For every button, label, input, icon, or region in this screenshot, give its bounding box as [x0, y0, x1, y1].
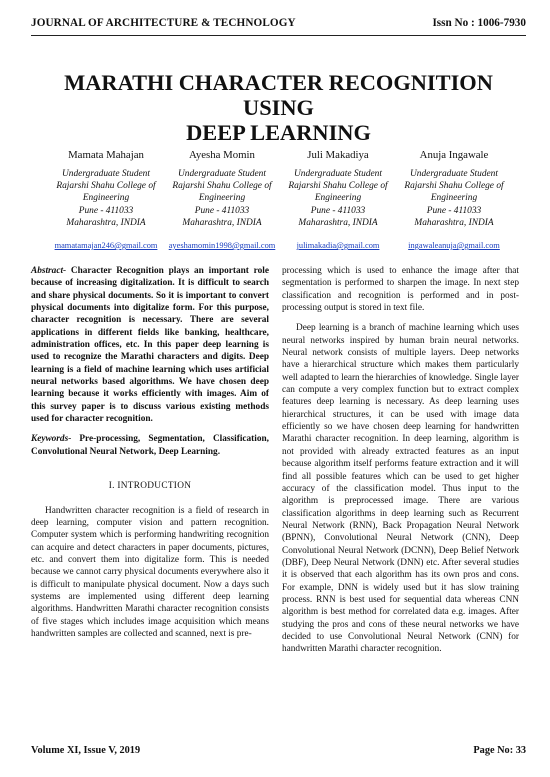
- header-rule: [31, 35, 526, 36]
- author-name: Anuja Ingawale: [419, 149, 489, 161]
- author-name: Juli Makadiya: [307, 149, 369, 161]
- author-college: Rajarshi Shahu College of: [288, 181, 388, 192]
- author-name: Ayesha Momin: [189, 149, 255, 161]
- abstract-paragraph: [31, 265, 269, 425]
- keywords-label: Keywords-: [31, 434, 72, 445]
- author-state: Maharashtra, INDIA: [182, 217, 262, 228]
- left-column: [31, 265, 269, 640]
- author-4: [398, 149, 510, 250]
- volume-issue: Volume XI, Issue V, 2019: [31, 745, 141, 756]
- keywords-text: Pre-processing, Segmentation, Classification, Convolutional Neural Network, Deep Learning.: [31, 434, 269, 457]
- section-heading-introduction: I. INTRODUCTION: [108, 481, 192, 492]
- abstract-label: Abstract-: [31, 266, 67, 276]
- page-number: Page No: 33: [473, 745, 526, 756]
- author-state: Maharashtra, INDIA: [414, 217, 494, 228]
- author-dept: Engineering: [82, 193, 130, 204]
- journal-name: JOURNAL OF ARCHITECTURE & TECHNOLOGY: [31, 17, 296, 29]
- author-city: Pune - 411033: [310, 205, 366, 216]
- author-college: Rajarshi Shahu College of: [404, 181, 504, 192]
- abstract-text: Character Recognition plays an important role because of increasing digitalization. It is difficult to search and share physical documents. So it is important to convert physical documents into digitalize form. For this purpose, character recognition is necessary. There are several applications in different fields like banking, healthcare, administration offices, etc. In this paper deep learning is used to recognize the Marathi characters and digits. Deep learning is a field of machine learning which uses artificial neural networks based algorithms. We have chosen deep learning because it works efficiently with images. Aim of this survey paper is to discuss various existing methods used for character recognition.: [31, 266, 269, 425]
- author-state: Maharashtra, INDIA: [66, 217, 146, 228]
- deep-learning-paragraph: Deep learning is a branch of machine learning which uses neural networks inspired by human brain neural networks. Neural network consists of multiple layers. Deep networks have a hierarchical structure which makes them particularly well adapted to learn the hierarchies of knowledge. Single layer can compute a very complex function but to extract complex features deep learning is necessary. As deep learning uses hierarchical structures, it can be used with image data efficiently so we have chosen deep learning for handwritten Marathi character recognition. In deep learning, algorithm is not provided with already extracted features as an input because algorithm itself performs feature extraction and it will find all possible features which can be used to get higher accuracy of the classification model. Thus input to the algorithm is preprocessed image. There are various classification algorithms in deep learning such as Recurrent Neural Network (RNN), Back Propagation Neural Network (BPNN), Convolutional Neural Network (CNN), Deep Convolutional Neural Network (DCNN), Deep Belief Network (DBF), Deep Neural Network (DNN) etc. After several studies it is observed that each algorithm has its own pros and cons. For example, DNN is widely used but it has slow training process. RNN is best used for sequential data whereas CNN algorithm is best method for correlated data e.g. images. After studying the pros and cons of these neural networks we have decided to use Convolutional Neural Network (CNN) for handwritten Marathi character recognition.: [282, 323, 519, 655]
- author-email-link[interactable]: ingawaleanuja@gmail.com: [408, 241, 500, 251]
- author-name: Mamata Mahajan: [68, 149, 144, 161]
- title-line-2: DEEP LEARNING: [186, 120, 371, 145]
- author-role: Undergraduate Student: [294, 169, 382, 179]
- right-column: [282, 265, 519, 656]
- author-1: [50, 149, 162, 250]
- author-block: [50, 149, 510, 250]
- author-email-link[interactable]: mamatamajan246@gmail.com: [54, 241, 158, 251]
- author-city: Pune - 411033: [78, 205, 134, 216]
- keywords-paragraph: [31, 433, 269, 458]
- issn-number: Issn No : 1006-7930: [432, 17, 526, 29]
- author-city: Pune - 411033: [194, 205, 250, 216]
- author-email-link[interactable]: ayeshamomin1998@gmail.com: [168, 241, 276, 251]
- author-role: Undergraduate Student: [410, 169, 498, 179]
- running-footer: [31, 745, 526, 759]
- author-2: [166, 149, 278, 250]
- author-college: Rajarshi Shahu College of: [56, 181, 156, 192]
- author-role: Undergraduate Student: [178, 169, 266, 179]
- author-3: [282, 149, 394, 250]
- author-dept: Engineering: [430, 193, 478, 204]
- intro-paragraph: Handwritten character recognition is a field of research in deep learning, computer vision and pattern recognition. Computer system which is performing handwriting recognition can acquire and detect characters in paper documents, pictures, etc. and convert them into digitalize form. This is needed because we cannot carry physical documents everywhere also it is difficult to manipulate physical document. Now a days such systems are implemented using different deep learning algorithms. Handwritten Marathi character recognition consists of five stages which includes image acquisition which means handwritten samples are collected and scanned, next is pre-: [31, 505, 269, 639]
- title-line-1: MARATHI CHARACTER RECOGNITION USING: [64, 70, 493, 120]
- paper-title: [31, 70, 526, 145]
- author-dept: Engineering: [314, 193, 362, 204]
- running-header: [31, 17, 526, 31]
- author-college: Rajarshi Shahu College of: [172, 181, 272, 192]
- author-city: Pune - 411033: [426, 205, 482, 216]
- author-email-link[interactable]: julimakadia@gmail.com: [296, 241, 380, 251]
- author-state: Maharashtra, INDIA: [298, 217, 378, 228]
- author-role: Undergraduate Student: [62, 169, 150, 179]
- author-dept: Engineering: [198, 193, 246, 204]
- intro-continuation-paragraph: processing which is used to enhance the image after that segmentation is performed to sharpen the image. In next step classification and recognition is performed and in post-processing output is stored in text file.: [282, 266, 519, 314]
